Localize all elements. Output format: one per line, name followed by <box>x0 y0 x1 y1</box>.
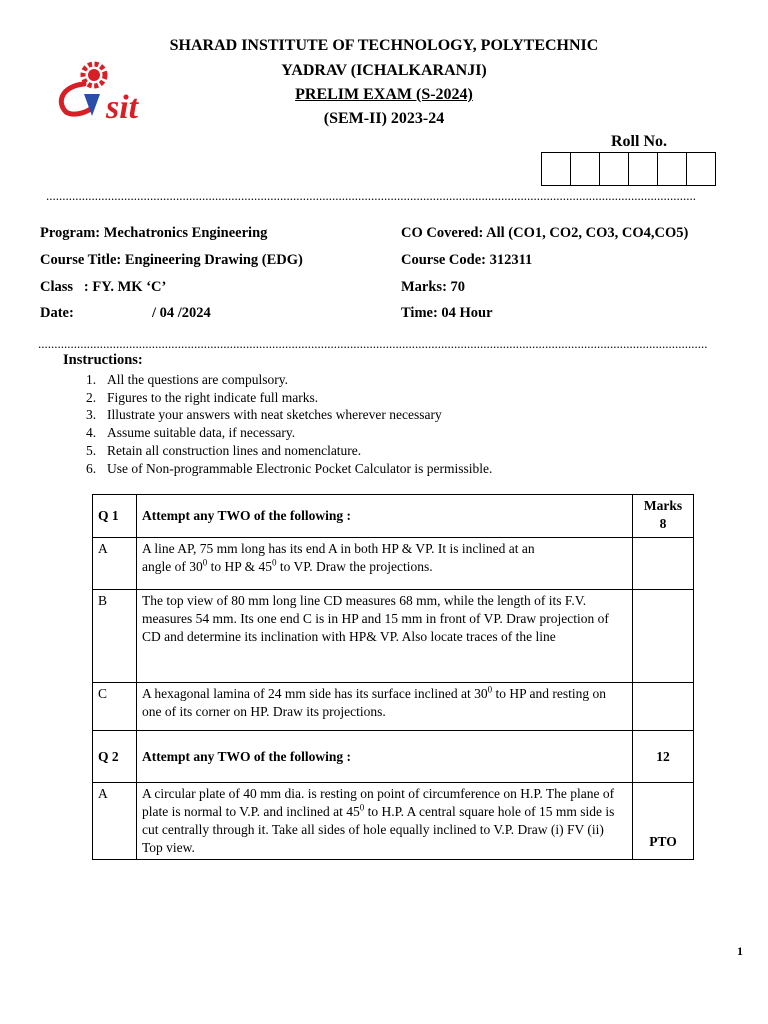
table-row <box>93 495 694 538</box>
sub-question-text: A circular plate of 40 mm dia. is resting on point of circumference on H.P. The plane of plate is normal to V.P. and inclined at $45^0$ to H.P. A central square hole of 15 mm side is cut centrally through it. Take all sides of hole equally inclined to V.P. Draw (i) FV (ii) Top view. <box>137 783 633 860</box>
dotted-separator: .............................................................................................................................................................................................................. <box>38 336 708 351</box>
questions-table <box>92 494 694 860</box>
roll-number-boxes[interactable] <box>541 152 716 186</box>
program: Program: Mechatronics Engineering <box>40 225 268 241</box>
roll-number-label: Roll No. <box>611 133 667 150</box>
roll-box[interactable] <box>629 153 658 185</box>
marks-cell <box>633 495 694 538</box>
instruction-item: 3. Illustrate your answers with neat sketches wherever necessary <box>86 407 442 423</box>
instruction-item: 5. Retain all construction lines and nomenclature. <box>86 442 362 458</box>
marks-cell <box>633 590 694 683</box>
table-row <box>93 590 694 683</box>
marks-value: 12 <box>633 731 694 783</box>
marks-header: Marks <box>643 498 683 513</box>
table-row <box>93 783 694 860</box>
sub-question-text: The top view of 80 mm long line CD measures 68 mm, while the length of its F.V. measures 54 mm. Its one end C is in HP and 15 mm in front of VP. Draw projection of CD and determine its inclination with HP& VP. Also locate traces of the line <box>137 590 633 683</box>
roll-box[interactable] <box>658 153 687 185</box>
roll-box[interactable] <box>600 153 629 185</box>
instruction-item: 1. All the questions are compulsory. <box>86 372 288 387</box>
roll-box[interactable] <box>542 153 571 185</box>
question-number: Q 2 <box>93 731 137 783</box>
date-label: Date: <box>40 305 74 321</box>
date-value: / 04 /2024 <box>152 305 211 321</box>
question-heading: Attempt any TWO of the following : <box>137 731 633 783</box>
institute-name: SHARAD INSTITUTE OF TECHNOLOGY, POLYTECHNIC <box>169 37 599 54</box>
pto-label: PTO <box>633 783 694 860</box>
class: Class : FY. MK ‘C’ <box>40 279 167 295</box>
table-row <box>93 538 694 590</box>
semester: (SEM-II) 2023-24 <box>323 110 445 127</box>
time: Time: 04 Hour <box>401 305 493 321</box>
co-covered: CO Covered: All (CO1, CO2, CO3, CO4,CO5) <box>401 225 689 241</box>
instruction-item: 2. Figures to the right indicate full marks. <box>86 389 319 405</box>
instructions-title: Instructions: <box>63 352 143 368</box>
logo-text: sit <box>106 89 139 126</box>
table-row <box>93 731 694 783</box>
marks-cell <box>633 683 694 731</box>
table-row <box>93 683 694 731</box>
course-title: Course Title: Engineering Drawing (EDG) <box>40 252 303 268</box>
instructions-list <box>86 371 492 477</box>
marks: Marks: 70 <box>401 279 466 295</box>
sub-question-label: A <box>93 783 137 860</box>
instruction-item: 4. Assume suitable data, if necessary. <box>86 425 296 441</box>
page-number: 1 <box>737 944 743 958</box>
dotted-separator: ........................................................................................................................................................................................................ <box>46 188 696 203</box>
course-code: Course Code: 312311 <box>401 252 533 268</box>
institute-location: YADRAV (ICHALKARANJI) <box>281 62 487 79</box>
roll-box[interactable] <box>687 153 715 185</box>
marks-cell <box>633 538 694 590</box>
sub-question-label: A <box>93 538 137 590</box>
instruction-item: 6. Use of Non-programmable Electronic Pocket Calculator is permissible. <box>86 460 493 476</box>
exam-title: PRELIM EXAM (S-2024) <box>295 86 473 103</box>
sub-question-label: B <box>93 590 137 683</box>
question-number: Q 1 <box>93 495 137 538</box>
marks-value: 8 <box>659 516 667 531</box>
sub-question-text: A hexagonal lamina of 24 mm side has its surface inclined at $30^0$ to HP and resting on one of its corner on HP. Draw its projections. <box>137 683 633 731</box>
roll-box[interactable] <box>571 153 600 185</box>
sub-question-text: A line AP, 75 mm long has its end A in both HP & VP. It is inclined at an angle of $30^0$ to HP & $45^0$ to VP. Draw the projections. <box>137 538 633 590</box>
sub-question-label: C <box>93 683 137 731</box>
question-heading: Attempt any TWO of the following : <box>137 495 633 538</box>
